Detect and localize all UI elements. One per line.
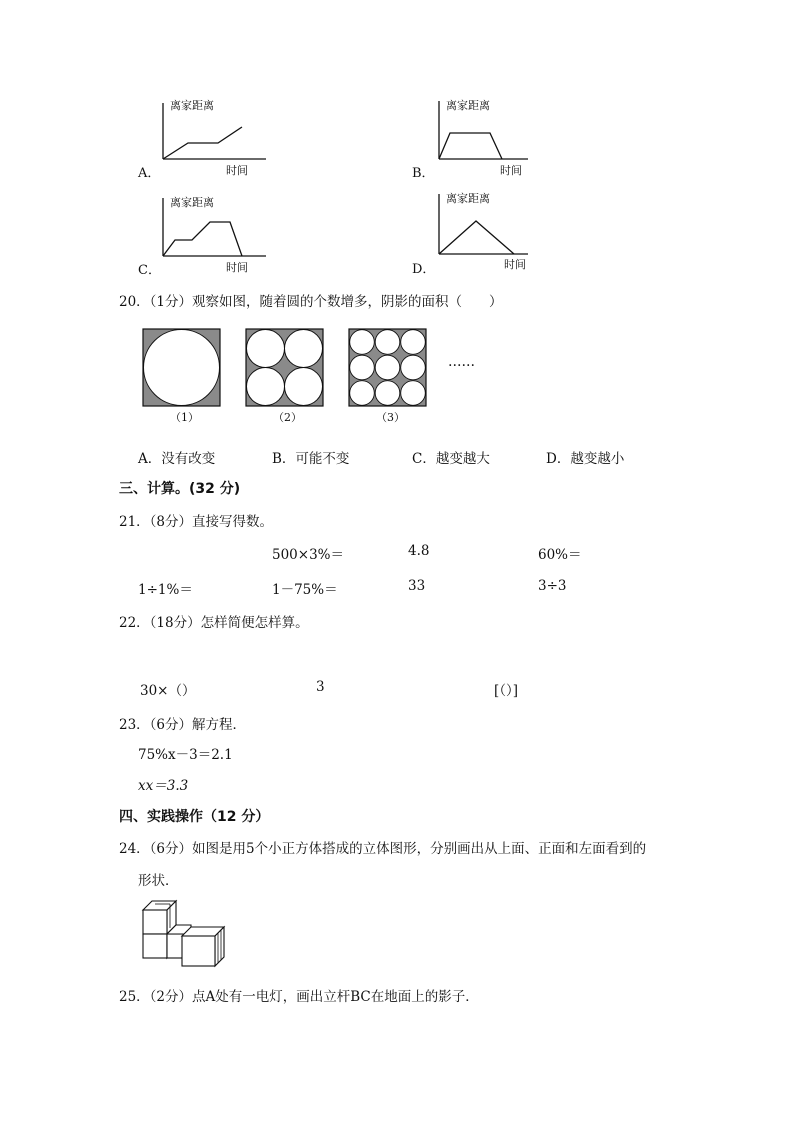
q24-text-line2: 形状． xyxy=(138,873,179,889)
graph-c-option: C． xyxy=(138,263,161,278)
graph-b xyxy=(410,95,550,180)
q24-text-line1: 24．（6分）如图是用5个小正方体搭成的立体图形，分别画出从上面、正面和左面看到的 xyxy=(119,841,647,857)
graph-a-option: A． xyxy=(138,166,161,181)
graph-d xyxy=(410,190,550,275)
q20-option-b: B．可能不变 xyxy=(272,451,350,467)
graph-a xyxy=(134,95,274,180)
q23-equation-1: 75%x－3＝2.1 xyxy=(138,747,233,763)
q20-figure-1 xyxy=(142,328,222,412)
q20-ellipsis: …… xyxy=(448,354,475,370)
q20-square-3 xyxy=(348,328,428,408)
q20-option-a: A．没有改变 xyxy=(138,451,216,467)
graph-b-xlabel: 时间 xyxy=(500,164,522,177)
q20-figure-3 xyxy=(348,328,428,412)
graph-d-option: D． xyxy=(412,262,436,277)
q21-r2-c3: 33 xyxy=(408,578,426,594)
q21-r1-c1: 500×3%＝ xyxy=(272,547,344,563)
q22-text: 22．（18分）怎样简便怎样算。 xyxy=(119,615,309,631)
q20-figure-2 xyxy=(245,328,325,412)
q21-text: 21．（8分）直接写得数。 xyxy=(119,514,274,530)
q22-item-2: 3 xyxy=(316,679,325,695)
graph-a-xlabel: 时间 xyxy=(226,164,248,177)
q20-label-3: （3） xyxy=(376,411,405,424)
q20-text: 20．（1分）观察如图，随着圆的个数增多，阴影的面积（ ） xyxy=(119,294,503,310)
section-4-title: 四、实践操作（12 分） xyxy=(119,809,270,825)
graph-d-xlabel: 时间 xyxy=(504,258,526,271)
q22-item-1: 30×（） xyxy=(140,683,196,699)
q21-r2-c4: 3÷3 xyxy=(538,578,567,594)
q23-equation-2: xx＝3.3 xyxy=(138,778,189,794)
q22-item-3: [（）] xyxy=(494,683,519,699)
q21-r2-c1: 1÷1%＝ xyxy=(138,582,193,598)
q20-option-d: D．越变越小 xyxy=(546,451,625,467)
q24-cube-figure xyxy=(140,898,240,974)
q23-text: 23．（6分）解方程． xyxy=(119,717,247,733)
q20-square-1 xyxy=(142,328,222,408)
graph-b-option: B． xyxy=(412,166,435,181)
q20-option-c: C．越变越大 xyxy=(412,451,490,467)
q21-r2-c2: 1－75%＝ xyxy=(272,582,338,598)
graph-c-ylabel: 离家距离 xyxy=(170,196,214,209)
graph-d-ylabel: 离家距离 xyxy=(446,192,490,205)
q20-label-2: （2） xyxy=(273,411,302,424)
q20-label-1: （1） xyxy=(170,411,199,424)
graph-c-xlabel: 时间 xyxy=(226,261,248,274)
graph-b-ylabel: 离家距离 xyxy=(446,99,490,112)
q25-text: 25．（2分）点A处有一电灯，画出立杆BC在地面上的影子． xyxy=(119,989,479,1005)
q24-cubes xyxy=(140,898,240,970)
section-3-title: 三、计算。(32 分) xyxy=(119,481,241,497)
graph-c xyxy=(134,192,274,277)
graph-a-ylabel: 离家距离 xyxy=(170,99,214,112)
q21-r1-c3: 60%＝ xyxy=(538,547,582,563)
q21-r1-c2: 4.8 xyxy=(408,543,430,559)
q20-square-2 xyxy=(245,328,325,408)
